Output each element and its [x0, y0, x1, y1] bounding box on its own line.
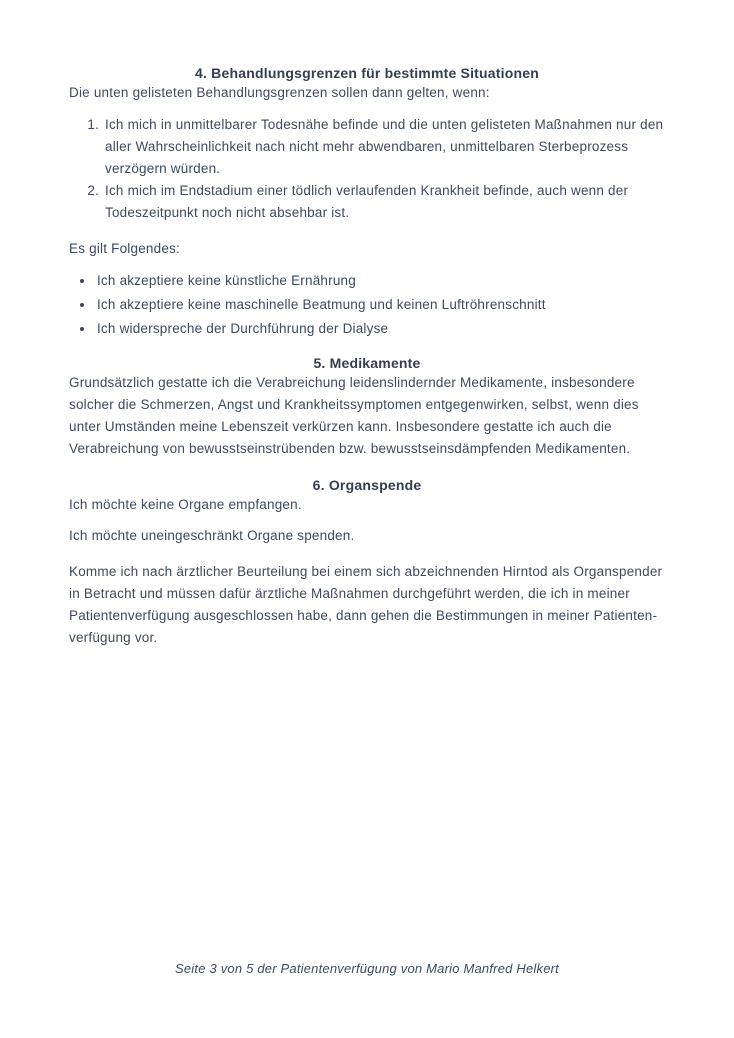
applies-label: Es gilt Folgendes:	[69, 241, 180, 256]
limit-item-dialysis: • Ich widerspreche der Durchführung der Dialyse	[95, 318, 665, 340]
section-6-heading: 6. Organspende	[312, 477, 422, 493]
section-5-heading: 5. Medikamente	[313, 355, 421, 371]
section-5-body: Grundsätzlich gestatte ich die Verabreichung leidenslindernder Medikamente, insbesondere solcher die Schmerzen, Angst und Krankheitssymptomen entgegenwirken, selbst, wenn dies unter Umständen meine Lebenszeit verkürzen kann. Insbesondere gestatte ich auch die Verabreichung von bewusstseinstrübenden bzw. bewusstseinsdämpfenden Medikamenten.	[69, 375, 639, 456]
section-6-body: Komme ich nach ärztlicher Beurteilung bei einem sich abzeichnenden Hirntod als Organspender in Betracht und müssen dafür ärztliche Maßnahmen durchgeführt werden, die ich in meiner Patientenverfügung ausgeschlossen habe, dann gehen die Bestimmungen in meiner Patientenverfügung vor.	[69, 564, 663, 645]
limit-item-ventilation: • Ich akzeptiere keine maschinelle Beatmung und keinen Luftröhrenschnitt	[95, 294, 665, 316]
section-4-heading: 4. Behandlungsgrenzen für bestimmte Situationen	[195, 65, 539, 81]
section-4-intro: Die unten gelisteten Behandlungsgrenzen sollen dann gelten, wenn:	[69, 85, 490, 100]
section-4-conditions-list	[69, 114, 665, 224]
condition-item-1: 1. Ich mich in unmittelbarer Todesnähe befinde und die unten gelisteten Maßnahmen nur den aller Wahrscheinlichkeit nach nicht mehr abwendbaren, unmittelbaren Sterbeprozess verzögern würden.	[103, 114, 665, 180]
page-footer: Seite 3 von 5 der Patientenverfügung von Mario Manfred Helkert	[175, 961, 559, 976]
treatment-limits-list	[69, 270, 665, 340]
limit-item-nutrition: • Ich akzeptiere keine künstliche Ernährung	[95, 270, 665, 292]
organ-receive-statement: Ich möchte keine Organe empfangen.	[69, 497, 302, 512]
condition-item-2: 2. Ich mich im Endstadium einer tödlich verlaufenden Krankheit befinde, auch wenn der Todeszeitpunkt noch nicht absehbar ist.	[103, 180, 665, 224]
organ-donate-statement: Ich möchte uneingeschränkt Organe spenden.	[69, 528, 355, 543]
